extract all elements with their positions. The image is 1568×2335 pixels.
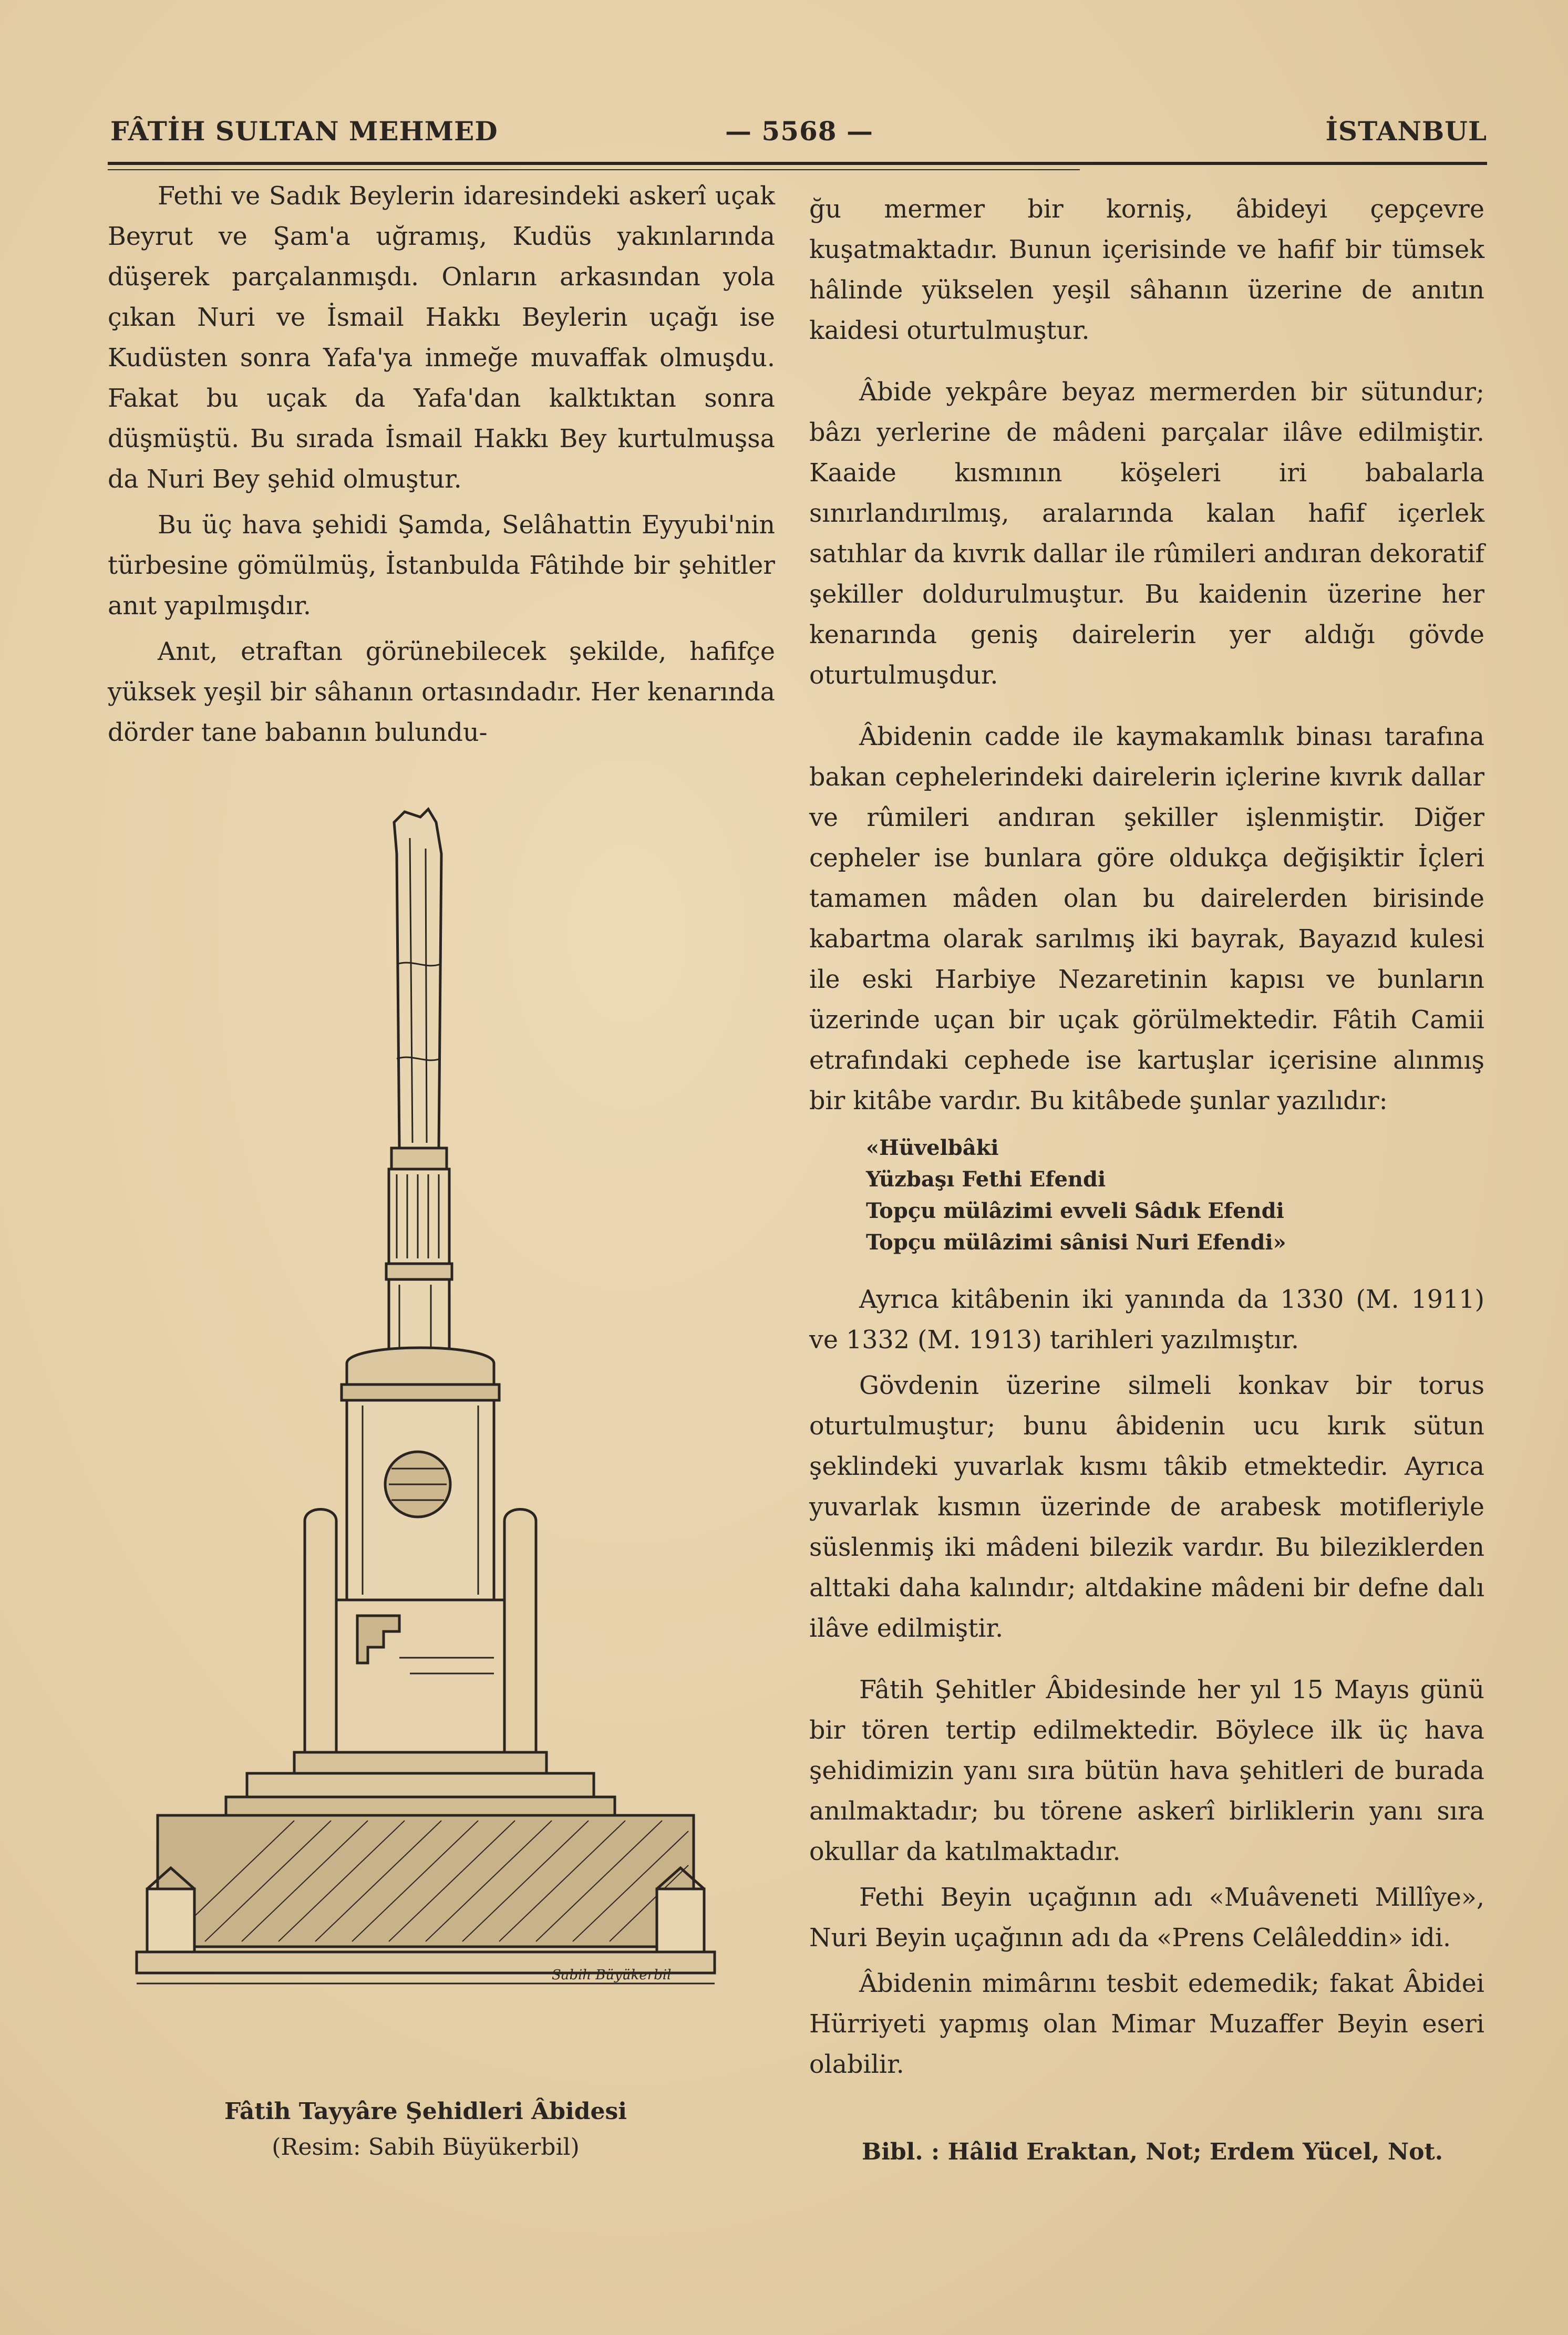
paragraph: Âbidenin cadde ile kaymakamlık binası tarafına bakan cephelerindeki dairelerin içlerine kıvrık dallar ve rûmileri andıran şekiller işlenmiştir. Diğer cepheler ise bunlara göre oldukça değişiktir İçleri tamamen mâden olan bu dairelerden birisinde kabartma olarak sarılmış iki bayrak, Bayazıd kulesi ile eski Harbiye Nezaretinin kapısı ve bunların üzerinde uçan bir uçak görülmektedir. Fâtih Camii etrafındaki cephede ise kartuşlar içerisine alınmış bir kitâbe vardır. Bu kitâbede şunlar yazılıdır: [809, 722, 1484, 1115]
paragraph: Ayrıca kitâbenin iki yanında da 1330 (M. 1911) ve 1332 (M. 1913) tarihleri yazılmıştır. [809, 1285, 1484, 1355]
right-column [809, 189, 1484, 1121]
illustration-signature: Sabih Büyükerbil [552, 1967, 672, 1983]
left-column [108, 176, 775, 753]
paragraph: Bu üç hava şehidi Şamda, Selâhattin Eyyubi'nin türbesine gömülmüş, İstanbulda Fâtihde bir şehitler anıt yapılmışdır. [108, 511, 775, 621]
paragraph: Fethi Beyin uçağının adı «Muâveneti Millîye», Nuri Beyin uçağının adı da «Prens Celâleddin» idi. [809, 1883, 1484, 1952]
inscription-line: Topçu mülâzimi sânisi Nuri Efendi» [866, 1230, 1286, 1255]
paragraph: Fethi ve Sadık Beylerin idaresindeki askerî uçak Beyrut ve Şam'a uğramış, Kudüs yakınlarında düşerek parçalanmışdı. Onların arkasından yola çıkan Nuri ve İsmail Hakkı Beylerin uçağı ise Kudüsten sonra Yafa'ya inmeğe muvaffak olmuşdu. Fakat bu uçak da Yafa'dan kalktıktan sonra düşmüştü. Bu sırada İsmail Hakkı Bey kurtulmuşsa da Nuri Bey şehid olmuştur. [108, 182, 775, 494]
paragraph: Âbide yekpâre beyaz mermerden bir sütundur; bâzı yerlerine de mâdeni parçalar ilâve edilmiştir. Kaaide kısmının köşeleri iri babalarla sınırlandırılmış, aralarında kalan hafif içerlek satıhlar da kıvrık dallar ile rûmileri andıran dekoratif şekiller doldurulmuştur. Bu kaidenin üzerine her kenarında geniş dairelerin yer aldığı gövde oturtulmuşdur. [809, 378, 1484, 690]
caption-credit: (Resim: Sabih Büyükerbil) [272, 2134, 580, 2161]
header-rule [108, 162, 1487, 165]
bibliography: Bibl. : Hâlid Eraktan, Not; Erdem Yücel, Not. [862, 2138, 1443, 2165]
paragraph: Anıt, etraftan görünebilecek şekilde, hafifçe yüksek yeşil bir sâhanın ortasındadır. Her kenarında dörder tane babanın bulundu- [108, 637, 775, 747]
paragraph: Fâtih Şehitler Âbidesinde her yıl 15 Mayıs günü bir tören tertip edilmektedir. Böylece ilk üç hava şehidimizin yanı sıra bütün hava şehitleri de burada anılmaktadır; bu törene askerî birliklerin yanı sıra okullar da katılmaktadır. [809, 1676, 1484, 1866]
monument-drawing [126, 807, 725, 2078]
paragraph: Âbidenin mimârını tesbit edemedik; fakat Âbidei Hürriyeti yapmış olan Mimar Muzaffer Beyin eseri olabilir. [809, 1969, 1484, 2079]
right-column-continued [809, 1279, 1484, 2085]
figure-caption [126, 2094, 725, 2165]
inscription-text [866, 1132, 1444, 1258]
monument-illustration [126, 807, 725, 2078]
caption-title: Fâtih Tayyâre Şehidleri Âbidesi [224, 2098, 627, 2125]
inscription-line: «Hüvelbâki [866, 1135, 999, 1160]
header-book-title: FÂTİH SULTAN MEHMED [110, 116, 498, 147]
header-section-title: İSTANBUL [1325, 116, 1487, 147]
running-header [110, 105, 1487, 163]
paragraph: Gövdenin üzerine silmeli konkav bir torus oturtulmuştur; bunu âbidenin ucu kırık sütun şeklindeki yuvarlak kısmı tâkib etmektedir. Ayrıca yuvarlak kısmın üzerinde de arabesk motifleriyle süslenmiş iki mâdeni bilezik vardır. Bu bileziklerden alttaki daha kalındır; altdakine mâdeni bir defne dalı ilâve edilmiştir. [809, 1371, 1484, 1643]
paragraph: ğu mermer bir korniş, âbideyi çepçevre kuşatmaktadır. Bunun içerisinde ve hafif bir tümsek hâlinde yükselen yeşil sâhanın üzerine de anıtın kaidesi oturtulmuştur. [809, 195, 1484, 345]
header-rule-thin [108, 169, 1080, 170]
page-number: — 5568 — [725, 116, 873, 147]
inscription-line: Yüzbaşı Fethi Efendi [866, 1167, 1106, 1192]
inscription-line: Topçu mülâzimi evveli Sâdık Efendi [866, 1199, 1284, 1223]
